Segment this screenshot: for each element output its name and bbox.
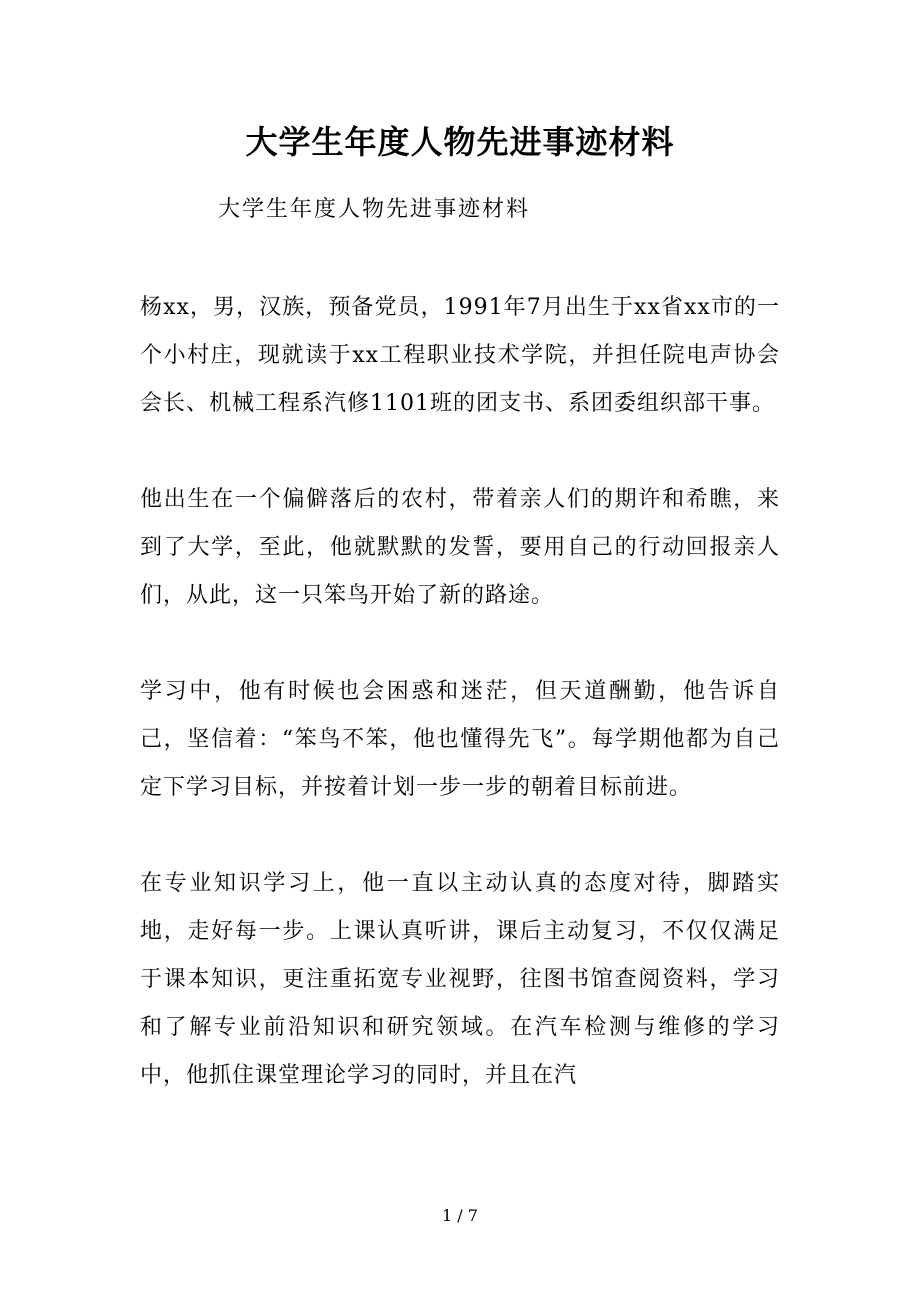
page-title: 大学生年度人物先进事迹材料 bbox=[245, 123, 675, 161]
document-subtitle: 大学生年度人物先进事迹材料 bbox=[218, 197, 531, 222]
paragraph-2: 他出生在一个偏僻落后的农村，带着亲人们的期许和希瞧，来到了大学，至此，他就默默的发誓，要用自己的行动回报亲人们，从此，这一只笨鸟开始了新的路途。 bbox=[140, 487, 780, 608]
paragraph-1: 杨xx，男，汉族，预备党员，1991年7月出生于xx省xx市的一个小村庄，现就读于xx工程职业技术学院，并担任院电声协会会长、机械工程系汽修1101班的团支书、系团委组织部干事。 bbox=[140, 295, 780, 416]
page-number: 1 / 7 bbox=[442, 1206, 478, 1225]
paragraph-4: 在专业知识学习上，他一直以主动认真的态度对待，脚踏实地，走好每一步。上课认真听讲，课后主动复习，不仅仅满足于课本知识，更注重拓宽专业视野，往图书馆查阅资料，学习和了解专业前沿知识和研究领域。在汽车检测与维修的学习中，他抓住课堂理论学习的同时，并且在汽 bbox=[140, 871, 780, 1088]
document-body bbox=[140, 284, 780, 1148]
paragraph-3: 学习中，他有时候也会困惑和迷茫，但天道酬勤，他告诉自己，坚信着：“笨鸟不笨，他也懂得先飞”。每学期他都为自己定下学习目标，并按着计划一步一步的朝着目标前进。 bbox=[140, 679, 780, 800]
